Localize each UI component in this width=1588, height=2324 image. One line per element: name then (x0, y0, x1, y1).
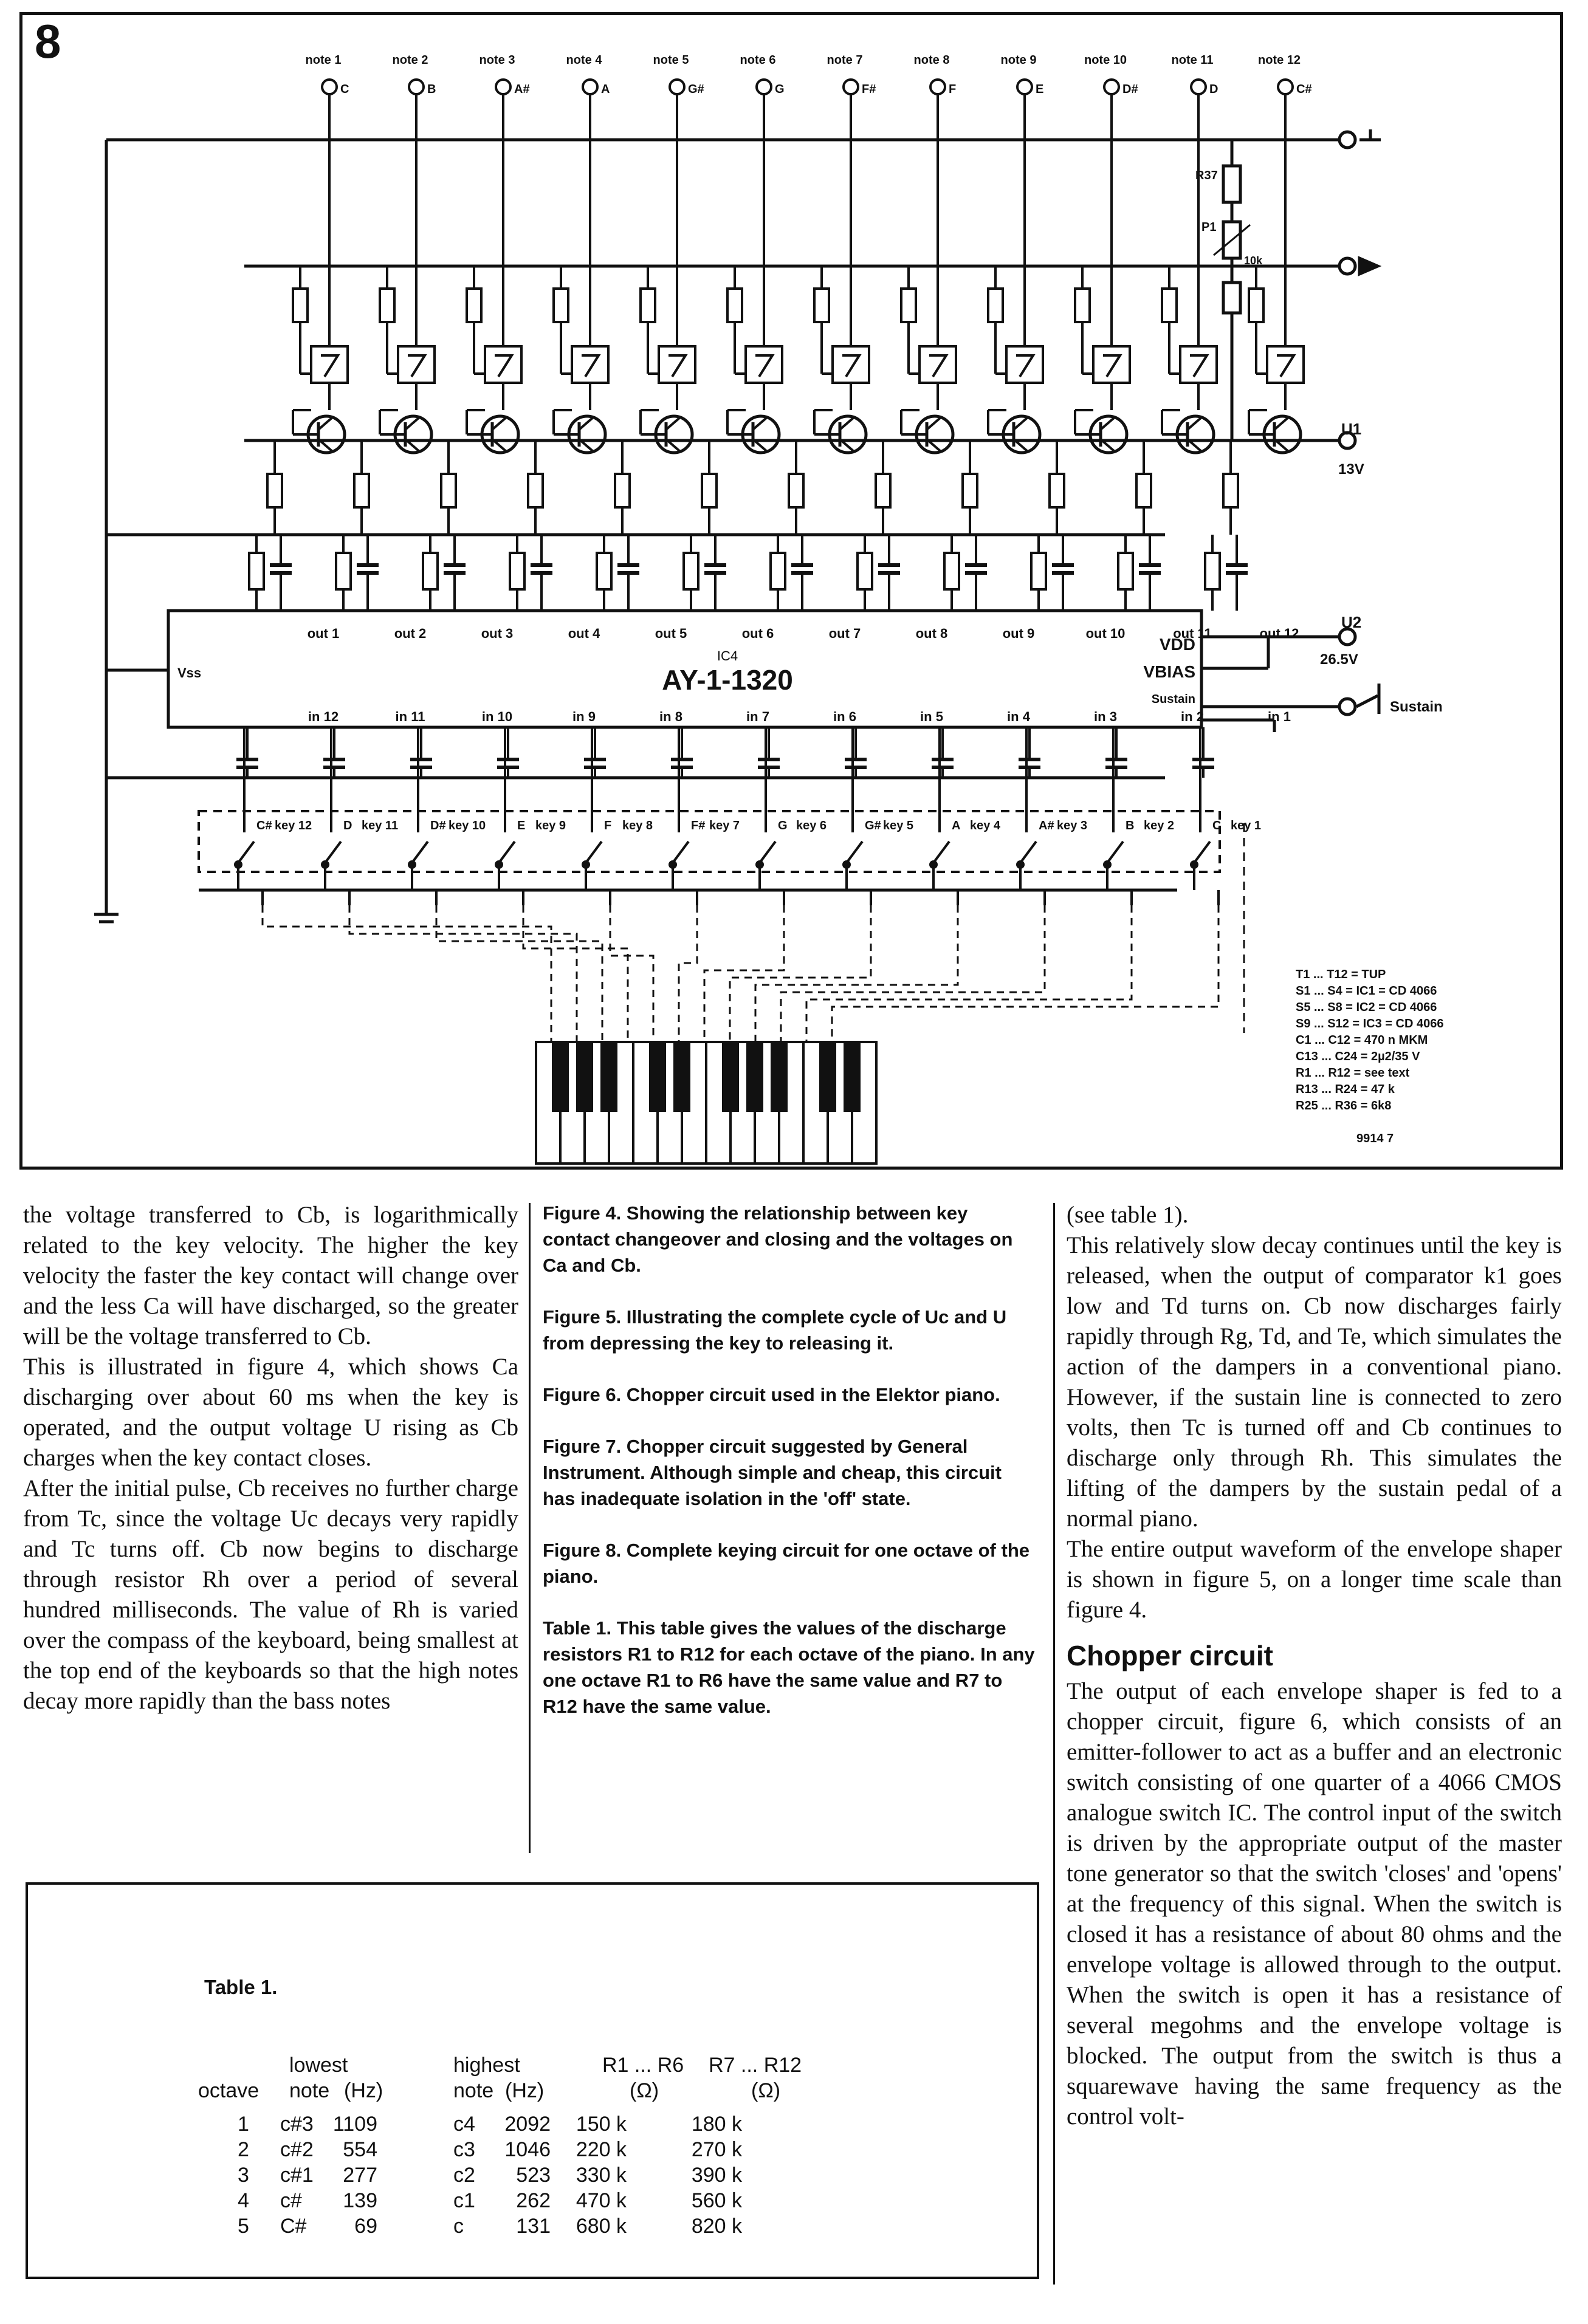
table-1-box (26, 1882, 1039, 2279)
table-cell-r5-c3: 69 (354, 2215, 377, 2238)
figure-code: 9914 7 (1356, 1132, 1394, 1145)
ic-label: IC4 (717, 648, 738, 663)
ic-input-label-2: in 2 (1181, 709, 1204, 724)
table-header-7: (Ω) (751, 2079, 781, 2102)
table-cell-r5-c4: c (453, 2215, 464, 2238)
key-note-6: G (778, 819, 788, 832)
pin-vdd: VDD (1159, 635, 1195, 654)
column3-paragraph-3: The output of each envelope shaper is fed to a chopper circuit, figure 6, which consists of an emitter-follower to act as a buffer and an electronic switch consisting of one quarter of a 4066 CMOS analogue switch IC. The control input of the switch is driven by the appropriate output of the master tone generator so that the switch 'closes' and 'opens' at the frequency of this signal. When the switch is closed it has a resistance of about 80 ohms and the envelope voltage is allowed through to the output. When the switch is open it has a resistance of several megohms and the envelope voltage is blocked. The output from the switch is thus a squarewave having the same frequency as the control volt- (1067, 1678, 1562, 2130)
table-cell-r5-c7: 820 k (691, 2215, 742, 2238)
table-cell-r3-c5: 523 (516, 2164, 551, 2187)
key-label-11: key 11 (362, 819, 399, 832)
table-cell-r2-c3: 554 (343, 2138, 377, 2161)
note-label-9: note 9 (1000, 53, 1037, 67)
pin-vss: Vss (177, 665, 202, 680)
table-cell-r1-c3: 1109 (332, 2113, 377, 2136)
parts-list-line-6: C13 ... C24 = 2µ2/35 V (1296, 1050, 1420, 1063)
channel-2 (322, 80, 577, 1042)
table-header-top-1: lowest (289, 2054, 348, 2077)
channel-10 (781, 80, 1130, 1042)
key-label-7: key 7 (709, 819, 740, 832)
key-note-3: A# (1039, 819, 1054, 832)
column3-paragraph-2: The entire output waveform of the envelope shaper is shown in figure 5, on a longer time scale than figure 4. (1067, 1536, 1562, 1623)
table-cell-r1-c4: c4 (453, 2113, 475, 2136)
note-name-5: G# (688, 83, 704, 96)
ic-input-label-12: in 12 (308, 709, 339, 724)
note-name-8: F (949, 83, 957, 96)
table-header-1: octave (198, 2079, 260, 2102)
note-name-2: B (427, 83, 436, 96)
caption-figure-7: Figure 7. Chopper circuit suggested by General Instrument. Although simple and cheap, this circuit has inadequate isolation in the 'off' state. (543, 1436, 1002, 1509)
ic-input-label-10: in 10 (481, 709, 513, 724)
parts-list-line-5: C1 ... C12 = 470 n MKM (1296, 1033, 1428, 1047)
figure-8-frame (19, 12, 1563, 1170)
table-cell-r2-c5: 1046 (504, 2138, 551, 2161)
column3-paragraph-1: This relatively slow decay continues until the key is released, when the output of comparator k1 goes low and Td turns on. Cb now discharges fairly rapidly through Rg, Td, and Te, which simulates the action of the dampers in a conventional piano. However, if the sustain line is connected to zero volts, then Tc is turned off and Cb continues to discharge only through Rh. This simulates the lifting of the dampers by the sustain pedal of a normal piano. (1067, 1232, 1562, 1532)
table-cell-r4-c7: 560 k (691, 2189, 742, 2212)
key-note-4: A (952, 819, 961, 832)
ic-output-label-7: out 7 (828, 626, 861, 641)
table-cell-r5-c1: 5 (238, 2215, 249, 2238)
table-cell-r4-c5: 262 (516, 2189, 551, 2212)
channel-6 (670, 80, 782, 1042)
caption-figure-4: Figure 4. Showing the relationship between key contact changeover and closing and the voltages on Ca and Cb. (543, 1202, 1013, 1276)
channel-4 (496, 80, 628, 1042)
pin-vbias: VBIAS (1143, 662, 1195, 681)
key-note-1: C (1212, 819, 1222, 832)
p1-label: P1 (1201, 221, 1217, 234)
key-note-7: F# (691, 819, 706, 832)
ic-output-label-6: out 6 (741, 626, 774, 641)
note-name-10: D# (1122, 83, 1138, 96)
ic-input-label-8: in 8 (659, 709, 682, 724)
ic-output-label-5: out 5 (655, 626, 687, 641)
table-cell-r4-c2: c# (280, 2189, 302, 2212)
pin-sustain: Sustain (1151, 693, 1195, 706)
parts-list-line-2: S1 ... S4 = IC1 = CD 4066 (1296, 984, 1437, 998)
key-label-6: key 6 (796, 819, 827, 832)
table-cell-r2-c6: 220 k (576, 2138, 627, 2161)
key-note-12: C# (256, 819, 272, 832)
key-label-10: key 10 (449, 819, 486, 832)
channel-11 (806, 80, 1217, 1042)
channel-12 (832, 80, 1304, 1042)
ic-input-label-9: in 9 (572, 709, 596, 724)
table-cell-r4-c1: 4 (238, 2189, 249, 2212)
ic-input-label-1: in 1 (1268, 709, 1291, 724)
keyboard-drawing (536, 1042, 861, 1164)
table-cell-r5-c6: 680 k (576, 2215, 627, 2238)
key-label-9: key 9 (535, 819, 566, 832)
note-name-9: E (1036, 83, 1044, 96)
note-name-11: D (1209, 83, 1218, 96)
note-name-4: A (601, 83, 610, 96)
note-label-8: note 8 (913, 53, 950, 67)
table-header-2: note (289, 2079, 330, 2102)
table-cell-r1-c1: 1 (238, 2113, 249, 2136)
ic-input-label-4: in 4 (1007, 709, 1030, 724)
table-cell-r4-c6: 470 k (576, 2189, 627, 2212)
key-label-5: key 5 (883, 819, 914, 832)
ic-input-label-6: in 6 (833, 709, 856, 724)
text-column-1 (23, 1200, 518, 1716)
table-cell-r1-c2: c#3 (280, 2113, 314, 2136)
channel-9 (755, 80, 1043, 1042)
table-header-3: (Hz) (344, 2079, 383, 2102)
parts-list-line-8: R13 ... R24 = 47 k (1296, 1083, 1395, 1096)
p1-value: 10k (1244, 255, 1263, 267)
channel-7 (704, 80, 869, 1042)
key-label-4: key 4 (970, 819, 1001, 832)
note-name-12: C# (1296, 83, 1312, 96)
note-name-3: A# (514, 83, 530, 96)
section-heading-chopper-circuit: Chopper circuit (1067, 1640, 1273, 1671)
captions-column (543, 1200, 1038, 1745)
key-label-2: key 2 (1144, 819, 1175, 832)
key-note-9: E (517, 819, 526, 832)
column1-paragraph-3: After the initial pulse, Cb receives no further charge from Tc, since the voltage Uc decays very rapidly and Tc turns off. Cb now begins to discharge through resistor Rh over a period of several hundred milliseconds. The value of Rh is varied over the compass of the keyboard, being smallest at the top end of the keyboards so that the high notes decay more rapidly than the bass notes (23, 1475, 518, 1714)
u2-label: U2 (1341, 613, 1362, 631)
caption-table-1: Table 1. This table gives the values of the discharge resistors R1 to R12 for each octave of the piano. In any one octave R1 to R6 have the same value and R7 to R12 have the same value. (543, 1617, 1035, 1717)
column3-intro: (see table 1). (1067, 1202, 1189, 1228)
parts-list-line-4: S9 ... S12 = IC3 = CD 4066 (1296, 1017, 1444, 1030)
note-label-7: note 7 (827, 53, 863, 67)
key-note-2: B (1126, 819, 1135, 832)
column-rule-1 (529, 1203, 531, 1853)
ic-input-label-7: in 7 (746, 709, 769, 724)
key-label-12: key 12 (275, 819, 312, 832)
caption-figure-6: Figure 6. Chopper circuit used in the Elektor piano. (543, 1384, 1000, 1405)
table-header-top-2: highest (453, 2054, 520, 2077)
key-note-5: G# (865, 819, 881, 832)
table-cell-r2-c2: c#2 (280, 2138, 314, 2161)
ic-output-label-3: out 3 (481, 626, 514, 641)
column1-paragraph-2: This is illustrated in figure 4, which shows Ca discharging over about 60 ms when the key is operated, and the output voltage U rising as Cb charges when the key contact closes. (23, 1354, 518, 1471)
note-name-6: G (775, 83, 785, 96)
column-rule-2 (1053, 1203, 1055, 2285)
key-note-10: D# (430, 819, 446, 832)
ic-input-label-5: in 5 (920, 709, 943, 724)
note-label-2: note 2 (392, 53, 428, 67)
key-label-8: key 8 (622, 819, 653, 832)
table-header-4: note (453, 2079, 494, 2102)
r37-label: R37 (1195, 169, 1218, 182)
u2-value: 26.5V (1320, 651, 1358, 668)
ic-output-label-12: out 12 (1259, 626, 1299, 641)
table-cell-r2-c4: c3 (453, 2138, 475, 2161)
table-cell-r1-c5: 2092 (504, 2113, 551, 2136)
note-label-6: note 6 (740, 53, 776, 67)
ic-output-label-9: out 9 (1002, 626, 1035, 641)
table-cell-r3-c3: 277 (343, 2164, 377, 2187)
ic-name: AY-1-1320 (662, 664, 793, 696)
table-cell-r1-c6: 150 k (576, 2113, 627, 2136)
note-label-12: note 12 (1257, 53, 1301, 67)
ic-output-label-10: out 10 (1085, 626, 1126, 641)
note-label-5: note 5 (653, 53, 689, 67)
table-cell-r5-c2: C# (280, 2215, 307, 2238)
text-column-3 (1067, 1200, 1562, 2132)
parts-list-line-3: S5 ... S8 = IC2 = CD 4066 (1296, 1001, 1437, 1014)
note-label-1: note 1 (305, 53, 342, 67)
note-name-7: F# (862, 83, 876, 96)
note-label-11: note 11 (1171, 53, 1214, 67)
ic-output-label-11: out 11 (1173, 626, 1212, 641)
caption-figure-8: Figure 8. Complete keying circuit for one octave of the piano. (543, 1540, 1029, 1587)
key-note-11: D (343, 819, 352, 832)
ic-output-label-8: out 8 (915, 626, 948, 641)
u1-label: U1 (1341, 420, 1362, 438)
table-cell-r3-c7: 390 k (691, 2164, 742, 2187)
table-title: Table 1. (204, 1976, 278, 1998)
table-cell-r3-c6: 330 k (576, 2164, 627, 2187)
channel-5 (583, 80, 695, 1042)
ic-output-label-4: out 4 (568, 626, 600, 641)
table-cell-r5-c5: 131 (516, 2215, 551, 2238)
schematic-diagram (22, 15, 1560, 1167)
sustain-label: Sustain (1390, 699, 1443, 715)
column1-paragraph-1: the voltage transferred to Cb, is logarithmically related to the key velocity. The higher the key velocity the faster the key contact will change over and the less Ca will have discharged, so the greater will be the voltage transferred to Cb. (23, 1202, 518, 1349)
table-cell-r3-c4: c2 (453, 2164, 475, 2187)
ic-input-label-3: in 3 (1094, 709, 1117, 724)
ic-output-label-2: out 2 (394, 626, 427, 641)
table-cell-r4-c3: 139 (343, 2189, 377, 2212)
table-cell-r4-c4: c1 (453, 2189, 475, 2212)
note-label-3: note 3 (479, 53, 515, 67)
key-label-3: key 3 (1057, 819, 1088, 832)
figure-number: 8 (35, 15, 61, 68)
table-header-top-4: R7 ... R12 (709, 2054, 802, 2077)
parts-list-line-1: T1 ... T12 = TUP (1296, 968, 1386, 981)
key-note-8: F (604, 819, 612, 832)
channel-3 (409, 80, 602, 1042)
u1-value: 13V (1338, 461, 1364, 478)
table-cell-r3-c1: 3 (238, 2164, 249, 2187)
table-header-5: (Hz) (505, 2079, 545, 2102)
table-header-6: (Ω) (630, 2079, 659, 2102)
note-label-10: note 10 (1084, 53, 1127, 67)
table-cell-r1-c7: 180 k (691, 2113, 742, 2136)
ic-input-label-11: in 11 (395, 709, 425, 724)
parts-list-line-9: R25 ... R36 = 6k8 (1296, 1099, 1392, 1112)
table-cell-r2-c1: 2 (238, 2138, 249, 2161)
note-name-1: C (340, 83, 349, 96)
table-cell-r2-c7: 270 k (691, 2138, 742, 2161)
ic-output-label-1: out 1 (307, 626, 340, 641)
table-header-top-3: R1 ... R6 (602, 2054, 684, 2077)
parts-list-line-7: R1 ... R12 = see text (1296, 1066, 1410, 1080)
key-label-1: key 1 (1231, 819, 1262, 832)
note-label-4: note 4 (566, 53, 602, 67)
table-cell-r3-c2: c#1 (280, 2164, 314, 2187)
caption-figure-5: Figure 5. Illustrating the complete cycle of Uc and U from depressing the key to releasing it. (543, 1306, 1007, 1354)
